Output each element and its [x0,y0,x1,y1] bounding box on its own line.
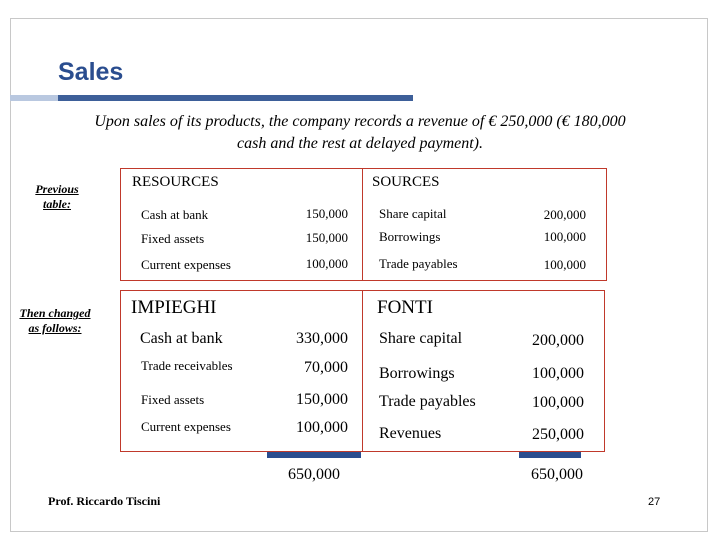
table-cell: 100,000 [543,257,586,272]
table-cell: Borrowings [379,229,441,244]
table-cell: Cash at bank [140,330,223,347]
table-cell: Current expenses [141,419,231,434]
table-cell: 100,000 [532,365,584,382]
footer-author: Prof. Riccardo Tiscini [48,494,161,508]
fonti-header: FONTI [377,297,433,318]
table-cell: 250,000 [532,426,584,443]
sources-header: SOURCES [372,174,440,190]
table-cell: Revenues [379,425,442,442]
table-cell: Borrowings [379,365,455,382]
table-cell: 150,000 [296,391,348,408]
table-cell: 100,000 [305,256,348,271]
table-cell: 100,000 [532,394,584,411]
impieghi-header: IMPIEGHI [131,297,217,318]
table-cell: 150,000 [305,230,348,245]
slide-title: Sales [58,58,124,86]
intro-text: Upon sales of its products, the company records a revenue of € 250,000 (€ 180,000 cash and the rest at delayed payment). [94,113,626,152]
title-underline [58,95,413,101]
table-cell: 70,000 [304,359,348,376]
table-cell: 200,000 [532,332,584,349]
total-fonti: 650,000 [531,466,583,483]
table-cell: Fixed assets [141,231,205,246]
total-underline-right [519,452,581,458]
table-cell: Trade payables [379,256,458,271]
table-cell: 200,000 [543,207,586,222]
resources-header: RESOURCES [132,174,219,190]
table-divider [362,290,363,452]
table-cell: Trade payables [379,393,476,410]
note-changed-table: Then changed as follows: [19,306,91,335]
note-previous-table: Previous table: [35,182,79,211]
table-cell: 100,000 [543,229,586,244]
table-cell: Current expenses [141,257,231,272]
total-impieghi: 650,000 [288,466,340,483]
table-cell: 330,000 [296,330,348,347]
table-cell: Trade receivables [141,358,233,373]
table-cell: Share capital [379,330,463,347]
page-number: 27 [648,496,661,508]
table-cell: Share capital [379,206,447,221]
table-divider [362,168,363,281]
table-cell: Cash at bank [141,207,209,222]
table-cell: 150,000 [305,206,348,221]
table-cell: 100,000 [296,419,348,436]
table-cell: Fixed assets [141,392,205,407]
total-underline-left [267,452,361,458]
